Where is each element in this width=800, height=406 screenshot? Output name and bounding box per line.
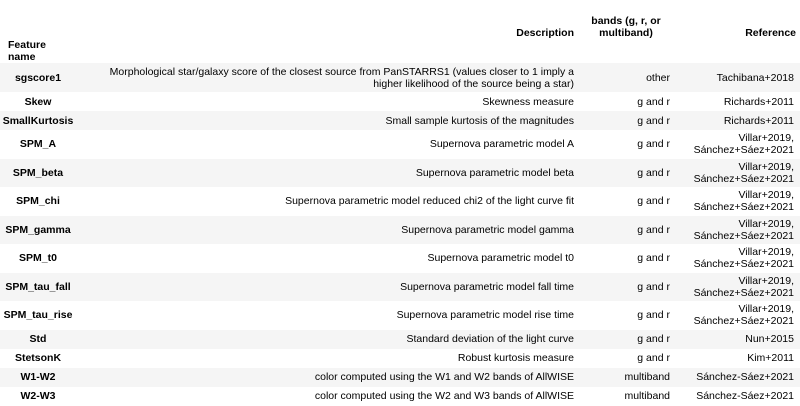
bands-cell: g and r <box>637 309 670 322</box>
table-row <box>0 63 800 92</box>
feature-name: SmallKurtosis <box>2 114 74 127</box>
bands-cell: g and r <box>637 352 670 364</box>
bands-cell: g and r <box>637 138 670 151</box>
table-row <box>0 187 800 216</box>
table-row <box>0 301 800 330</box>
table-body <box>0 63 800 406</box>
bands-cell: g and r <box>637 333 670 345</box>
feature-name: W2-W3 <box>20 390 56 402</box>
corner-cell <box>0 0 76 39</box>
feature-name: StetsonK <box>14 352 62 364</box>
table-row <box>0 130 800 159</box>
feature-name: sgscore1 <box>14 71 62 84</box>
table-row <box>0 216 800 245</box>
bands-cell: g and r <box>637 95 670 108</box>
feature-name: SPM_t0 <box>19 252 57 265</box>
reference-cell: Tachibana+2018 <box>716 71 794 84</box>
reference-cell: Villar+2019, Sánchez+Sáez+2021 <box>693 132 794 157</box>
feature-name: SPM_gamma <box>5 223 71 236</box>
table-row <box>0 244 800 273</box>
table-row <box>0 111 800 130</box>
bands-cell: multiband <box>624 390 670 402</box>
description-cell: Morphological star/galaxy score of the closest source from PanSTARRS1 (values closer to 1 imply a higher likelihood of the source being a star) <box>109 65 574 90</box>
reference-cell: Villar+2019, Sánchez+Sáez+2021 <box>693 217 794 242</box>
bands-cell: g and r <box>637 223 670 236</box>
index-header-row <box>0 39 800 63</box>
reference-cell: Sánchez-Sáez+2021 <box>696 371 794 383</box>
bands-cell: other <box>646 71 670 84</box>
column-header-row <box>0 0 800 39</box>
reference-cell: Villar+2019, Sánchez+Sáez+2021 <box>693 189 794 214</box>
feature-name: SPM_tau_fall <box>5 280 71 293</box>
table-row <box>0 368 800 387</box>
description-cell: Supernova parametric model t0 <box>427 252 574 265</box>
description-cell: Supernova parametric model beta <box>415 166 574 179</box>
table-row <box>0 330 800 349</box>
table-row <box>0 92 800 111</box>
feature-name: Std <box>29 333 47 345</box>
index-name-header: Feature name <box>8 39 46 63</box>
description-cell: Supernova parametric model fall time <box>400 280 574 293</box>
table-row <box>0 159 800 188</box>
bands-cell: g and r <box>637 252 670 265</box>
table-row <box>0 273 800 302</box>
description-cell: Skewness measure <box>482 95 574 108</box>
description-cell: Supernova parametric model gamma <box>401 223 574 236</box>
bands-cell: g and r <box>637 166 670 179</box>
description-cell: color computed using the W2 and W3 bands of AllWISE <box>314 390 574 402</box>
feature-name: SPM_chi <box>16 195 60 208</box>
bands-cell: g and r <box>637 280 670 293</box>
column-header-reference: Reference <box>745 27 796 39</box>
reference-cell: Villar+2019, Sánchez+Sáez+2021 <box>693 246 794 271</box>
description-cell: Small sample kurtosis of the magnitudes <box>385 114 574 127</box>
description-cell: Standard deviation of the light curve <box>406 333 574 345</box>
description-cell: Supernova parametric model A <box>429 138 574 151</box>
bands-cell: g and r <box>637 195 670 208</box>
feature-name: W1-W2 <box>20 371 56 383</box>
description-cell: color computed using the W1 and W2 bands of AllWISE <box>314 371 574 383</box>
reference-cell: Villar+2019, Sánchez+Sáez+2021 <box>693 160 794 185</box>
reference-cell: Sánchez-Sáez+2021 <box>696 390 794 402</box>
feature-name: SPM_A <box>19 138 57 151</box>
reference-cell: Villar+2019, Sánchez+Sáez+2021 <box>693 303 794 328</box>
table-row <box>0 349 800 368</box>
feature-name: SPM_tau_rise <box>3 309 73 322</box>
reference-cell: Richards+2011 <box>723 95 794 108</box>
description-cell: Robust kurtosis measure <box>457 352 574 364</box>
column-header-bands: bands (g, r, or multiband) <box>591 15 661 39</box>
reference-cell: Villar+2019, Sánchez+Sáez+2021 <box>693 274 794 299</box>
feature-name: Skew <box>24 95 52 108</box>
reference-cell: Richards+2011 <box>723 114 794 127</box>
feature-name: SPM_beta <box>12 166 64 179</box>
column-header-description: Description <box>516 27 574 39</box>
bands-cell: g and r <box>637 114 670 127</box>
description-cell: Supernova parametric model reduced chi2 of the light curve fit <box>285 195 574 208</box>
reference-cell: Kim+2011 <box>747 352 794 364</box>
reference-cell: Nun+2015 <box>745 333 794 345</box>
bands-cell: multiband <box>624 371 670 383</box>
description-cell: Supernova parametric model rise time <box>396 309 574 322</box>
